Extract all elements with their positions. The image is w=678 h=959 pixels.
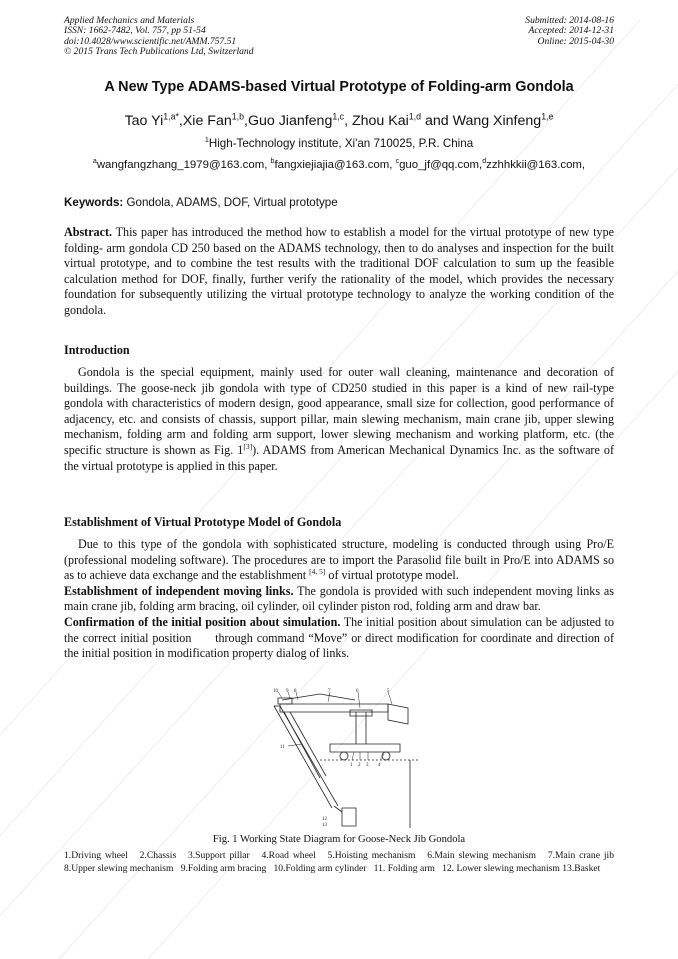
callout-label: 5 — [387, 689, 390, 694]
callout-label: 11 — [280, 745, 285, 750]
citation: [4, 5] — [309, 567, 326, 577]
callout-label: 13 — [322, 823, 327, 828]
abstract-label: Abstract. — [64, 225, 113, 239]
abstract-text: This paper has introduced the method how to establish a model for the virtual prototype of new type folding- arm gondola CD 250 based on the ADAMS technology, then to do analyses and inspection for the built virtual prototype, and to combine the test results with the traditional DOF calculation to sum up the feasible calculation method for DOF, finally, further verify the rationality of the model, which provides the necessary foundation for subsequently utilizing the virtual prototype technology to analyze the working condition of the gondola. — [64, 225, 614, 317]
submitted-date: Submitted: 2014-08-16 — [525, 15, 614, 26]
author: Guo Jianfeng$^{1,c}$, — [247, 111, 352, 129]
author: Tao $Yi^{1,a*}$, — [124, 111, 183, 129]
callout-label: 4 — [378, 763, 381, 768]
hoisting-mechanism — [388, 704, 408, 724]
figure-caption: Fig. 1 Working State Diagram for Goose-Neck Jib Gondola — [212, 834, 466, 845]
email: $^b$fangxiejiajia@163.com, — [270, 158, 396, 171]
journal-name: Applied Mechanics and Materials — [64, 15, 195, 26]
driving-wheel — [340, 752, 348, 760]
support-pillar — [356, 712, 366, 744]
legend-item: 12. Lower slewing mechanism — [442, 863, 560, 874]
keywords-text: Gondola, ADAMS, DOF, Virtual prototype — [123, 196, 338, 209]
accepted-date: Accepted: 2014-12-31 — [528, 25, 614, 37]
email: $^d$zzhhkkii@163.com, — [482, 158, 586, 171]
callout-label: 10 — [273, 689, 278, 694]
basket — [342, 808, 356, 826]
citation: [3] — [243, 441, 253, 451]
road-wheel — [382, 752, 390, 760]
callout-label: 9 — [286, 689, 289, 694]
legend-item: 3.Support pillar — [187, 850, 250, 861]
callout-label: 7 — [328, 689, 331, 694]
introduction-body: Gondola is the special equipment, mainly used for outer wall cleaning, maintenance and decoration of buildings. The goose-neck jib gondola with type of CD250 studied in this paper is a kind of new rail-type gondola with characteristics of modern design, good appearance, small size for collection, good performance of adjacency, etc. and consists of chassis, support pillar, main slewing mechanism, main crane jib, upper slewing mechanism, folding arm and folding arm support, lower slewing mechanism and working platform, etc. (the specific structure is shown as Fig. 1[3]). ADAMS from American Mechanical Dynamics Inc. as the software of the virtual prototype is applied in this paper. — [64, 365, 614, 473]
legend-item: 1.Driving wheel — [64, 850, 128, 861]
callout-label: 2 — [358, 763, 361, 768]
author: Zhou Kai$^{1,d}$ and — [351, 111, 453, 129]
subheading-moving-links: Establishment of independent moving links. — [64, 583, 294, 598]
author: Xie Fan$^{1,b}$, — [182, 111, 248, 129]
legend-item: 9.Folding arm bracing — [180, 863, 267, 874]
subheading-initial-position: Confirmation of the initial position about simulation. — [64, 614, 341, 629]
paper-title: A New Type ADAMS-based Virtual Prototype of Folding-arm Gondola — [104, 79, 574, 95]
figure-legend — [64, 849, 614, 875]
legend-item: 2.Chassis — [139, 850, 177, 861]
keywords-label: Keywords: — [64, 196, 124, 209]
legend-item: 7.Main crane jib — [547, 850, 614, 861]
legend-item: 4.Road wheel — [261, 850, 316, 861]
folding-arm-bracing — [284, 712, 326, 778]
callout-label: 12 — [322, 817, 327, 822]
legend-item: 11. Folding arm — [373, 863, 435, 874]
author: Wang Xinfeng$^{1,e}$ — [452, 111, 554, 129]
callout-label: 8 — [294, 689, 297, 694]
callout-label: 6 — [356, 689, 359, 694]
legend-item: 13.Basket — [562, 863, 601, 874]
email-list — [30, 159, 648, 171]
callout-label: 3 — [366, 763, 369, 768]
author-list — [40, 113, 638, 129]
callout-label: 1 — [350, 763, 353, 768]
legend-item: 5.Hoisting mechanism — [327, 850, 416, 861]
legend-item: 10.Folding arm cylinder — [273, 863, 367, 874]
journal-header — [64, 16, 254, 57]
doi: doi:10.4028/www.scientific.net/AMM.757.51 — [64, 35, 237, 47]
folding-arm — [274, 706, 338, 808]
chassis — [330, 744, 400, 752]
email: $^c$guo_jf@qq.com, — [395, 158, 483, 171]
abstract — [64, 225, 614, 319]
issn: ISSN: 1662-7482, Vol. 757, pp 51-54 — [64, 25, 206, 37]
establishment-heading: Establishment of Virtual Prototype Model of Gondola — [64, 515, 342, 529]
online-date: Online: 2015-04-30 — [537, 35, 614, 47]
establishment-body: Due to this type of the gondola with sophisticated structure, modeling is conducted through using Pro/E (professional modeling software). The procedures are to import the Parasolid file built in Pro/E into ADAMS so as to achieve data exchange and the establishment [4, 5] of virtual prototype model. Establishment of independent moving links. The gondola is provided with such independent moving links as main crane jib, folding arm bracing, oil cylinder, oil cylinder piston rod, folding arm and draw bar. Confirmation of the initial position about simulation. The initial position about simulation can be adjusted to the correct initial position through command “Move” or direct modification for coordinate and direction of the initial position in modification property dialog of links. — [64, 537, 618, 661]
dates-header — [525, 16, 614, 47]
legend-item: 6.Main slewing mechanism — [427, 850, 537, 861]
email: $^a$wangfangzhang_1979@163.com, — [92, 158, 271, 171]
keywords — [64, 196, 338, 209]
affiliation: $^1$High-Technology institute, Xi'an 710025, P.R. China — [204, 135, 474, 150]
gondola-diagram — [260, 686, 420, 828]
introduction-heading: Introduction — [64, 343, 130, 357]
legend-item: 8.Upper slewing mechanism — [64, 863, 174, 874]
copyright: © 2015 Trans Tech Publications Ltd, Switzerland — [64, 45, 254, 57]
